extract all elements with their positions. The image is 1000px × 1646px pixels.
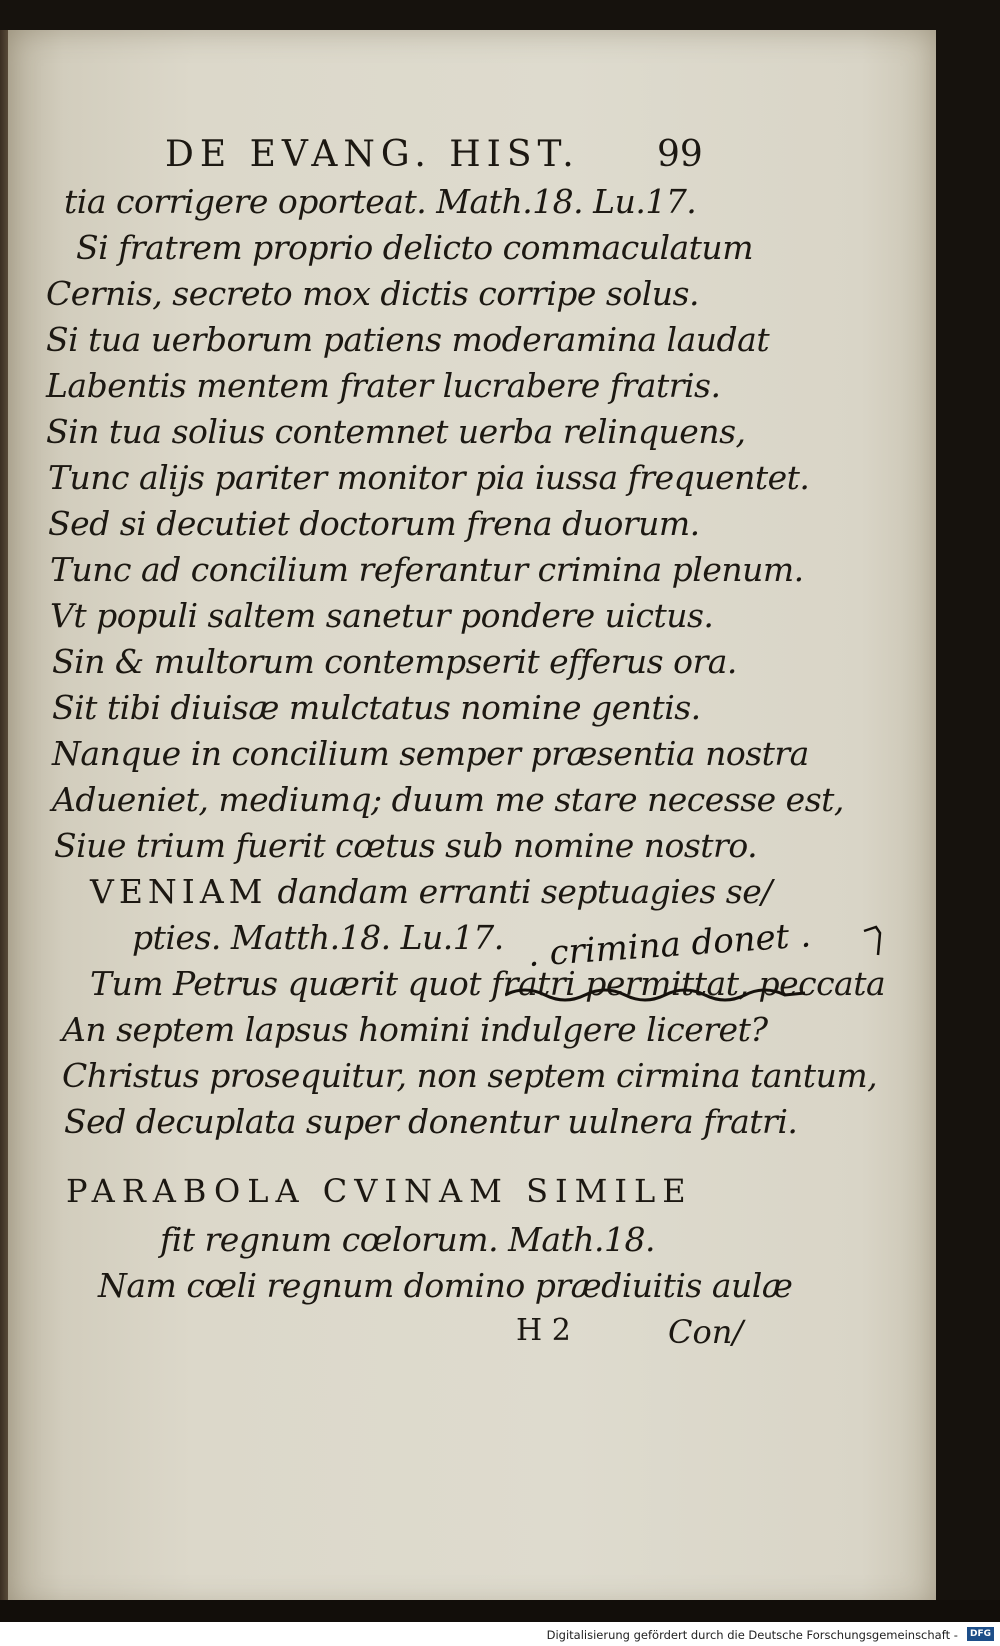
- veniam-reference: pties. Matth.18. Lu.17.: [132, 918, 504, 957]
- running-head: DE EVANG. HIST.: [165, 134, 580, 175]
- footer-text: Digitalisierung gefördert durch die Deutsche Forschungsgemeinschaft -: [546, 1628, 958, 1642]
- parabola-subheading: fit regnum cœlorum. Math.18.: [160, 1220, 656, 1259]
- handwritten-annotation: . crimina donet .: [526, 915, 813, 975]
- text-line: Christus prosequitur, non septem cirmina tantum,: [62, 1056, 878, 1095]
- text-line: Labentis mentem frater lucrabere fratris.: [46, 366, 721, 405]
- text-line: tia corrigere oporteat. Math.18. Lu.17.: [64, 182, 697, 221]
- strikethrough-scribble: [505, 983, 805, 1007]
- veniam-rest: dandam erranti septuagies se/: [277, 872, 772, 911]
- text-line: Cernis, secreto mox dictis corripe solus.: [46, 274, 699, 313]
- signature-mark: H 2: [516, 1313, 571, 1348]
- text-line: Sed si decutiet doctorum frena duorum.: [48, 504, 700, 543]
- text-line: An septem lapsus homini indulgere liceret?: [62, 1010, 768, 1049]
- digitization-footer: [0, 1622, 1000, 1646]
- catchword: Con/: [668, 1313, 744, 1351]
- veniam-caps: VENIAM: [90, 872, 268, 911]
- text-line: Tum Petrus quærit quot fratri permittat, peccata: [90, 964, 886, 1003]
- text-line: Adueniet, mediumq; duum me stare necesse est,: [52, 780, 844, 819]
- text-line: Vt populi saltem sanetur pondere uictus.: [50, 596, 714, 635]
- veniam-heading: [90, 872, 772, 911]
- text-line: Si fratrem proprio delicto commaculatum: [76, 228, 753, 267]
- text-line: Nanque in concilium semper præsentia nostra: [52, 734, 809, 773]
- text-line: Nam cœli regnum domino prædiuitis aulæ: [98, 1266, 793, 1305]
- text-line: Sin tua solius contemnet uerba relinquens,: [46, 412, 746, 451]
- text-line: Siue trium fuerit cœtus sub nomine nostro.: [54, 826, 758, 865]
- text-line: Sin & multorum contempserit efferus ora.: [52, 642, 737, 681]
- dfg-logo: DFG: [967, 1627, 994, 1641]
- text-line: Tunc alijs pariter monitor pia iussa frequentet.: [48, 458, 810, 497]
- parabola-heading: PARABOLA CVINAM SIMILE: [66, 1172, 693, 1210]
- text-line: Si tua uerborum patiens moderamina laudat: [46, 320, 770, 359]
- page-number: 99: [657, 134, 703, 175]
- text-line: Tunc ad concilium referantur crimina plenum.: [50, 550, 804, 589]
- text-line: Sed decuplata super donentur uulnera fratri.: [64, 1102, 798, 1141]
- text-line: Sit tibi diuisæ mulctatus nomine gentis.: [52, 688, 701, 727]
- scan-bottom-edge: [0, 1600, 1000, 1622]
